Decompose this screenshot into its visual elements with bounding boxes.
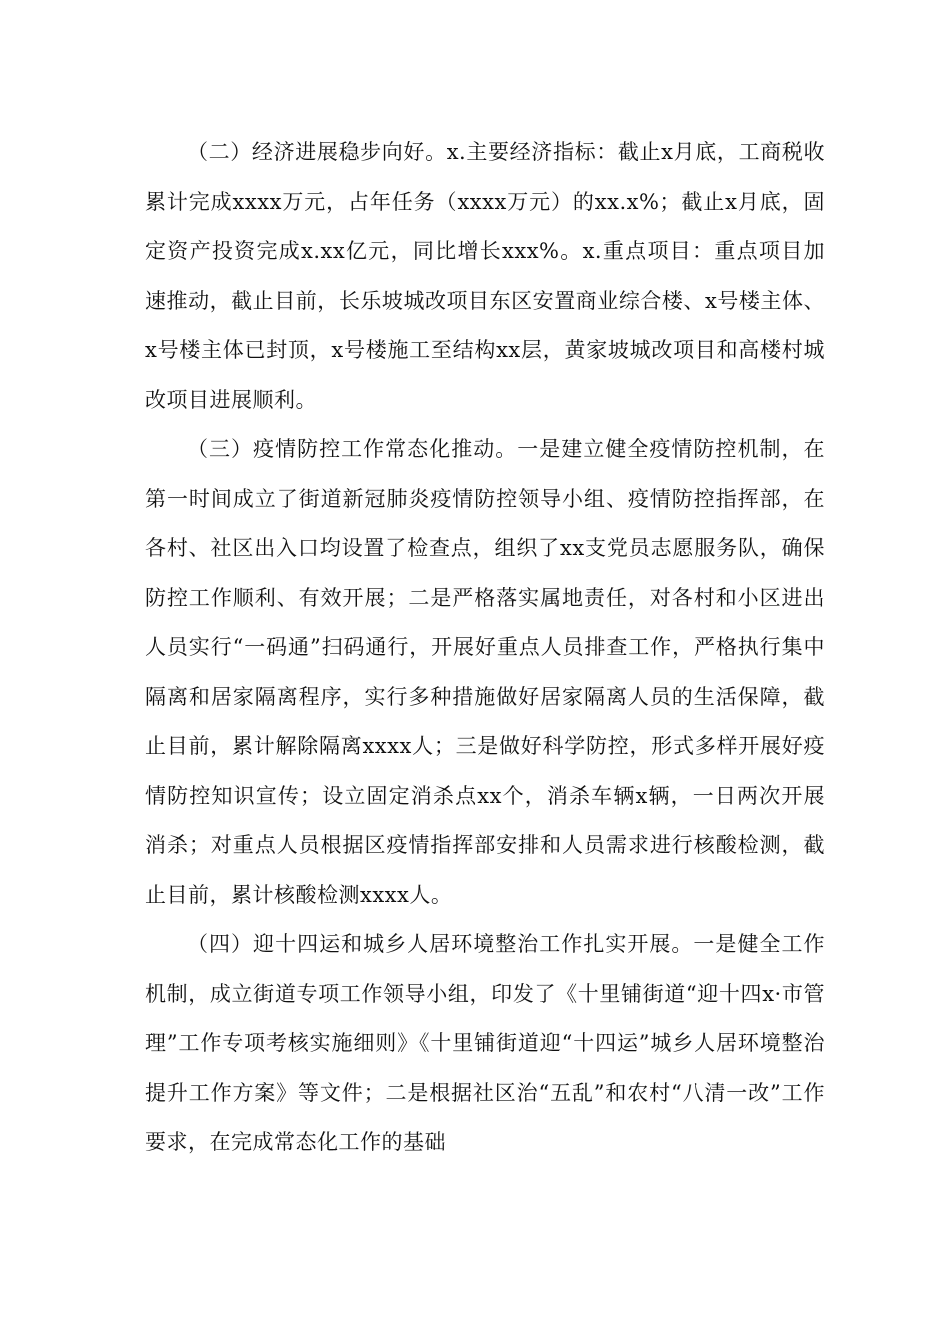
paragraph-epidemic-control: （三）疫情防控工作常态化推动。一是建立健全疫情防控机制，在第一时间成立了街道新冠肺炎疫情防控领导小组、疫情防控指挥部，在各村、社区出入口均设置了检查点，组织了xx支党员志愿服务队，确保防控工作顺利、有效开展；二是严格落实属地责任，对各村和小区进出人员实行“一码通”扫码通行，开展好重点人员排查工作，严格执行集中隔离和居家隔离程序，实行多种措施做好居家隔离人员的生活保障，截止目前，累计解除隔离xxxx人；三是做好科学防控，形式多样开展好疫情防控知识宣传；设立固定消杀点xx个，消杀车辆x辆，一日两次开展消杀；对重点人员根据区疫情指挥部安排和人员需求进行核酸检测，截止目前，累计核酸检测xxxx人。 xyxy=(145,437,825,907)
paragraph-environment: （四）迎十四运和城乡人居环境整治工作扎实开展。一是健全工作机制，成立街道专项工作领导小组，印发了《十里铺街道“迎十四x·市管理”工作专项考核实施细则》《十里铺街道迎“十四运”城乡人居环境整治提升工作方案》等文件；二是根据社区治“五乱”和农村“八清一改”工作要求，在完成常态化工作的基础 xyxy=(145,932,825,1154)
paragraph-economy: （二）经济进展稳步向好。x.主要经济指标：截止x月底，工商税收累计完成xxxx万元，占年任务（xxxx万元）的xx.x%；截止x月底，固定资产投资完成x.xx亿元，同比增长xxx%。x.重点项目：重点项目加速推动，截止目前，长乐坡城改项目东区安置商业综合楼、x号楼主体、x号楼主体已封顶，x号楼施工至结构xx层，黄家坡城改项目和高楼村城改项目进展顺利。 xyxy=(145,140,825,412)
document-page xyxy=(145,128,825,1168)
